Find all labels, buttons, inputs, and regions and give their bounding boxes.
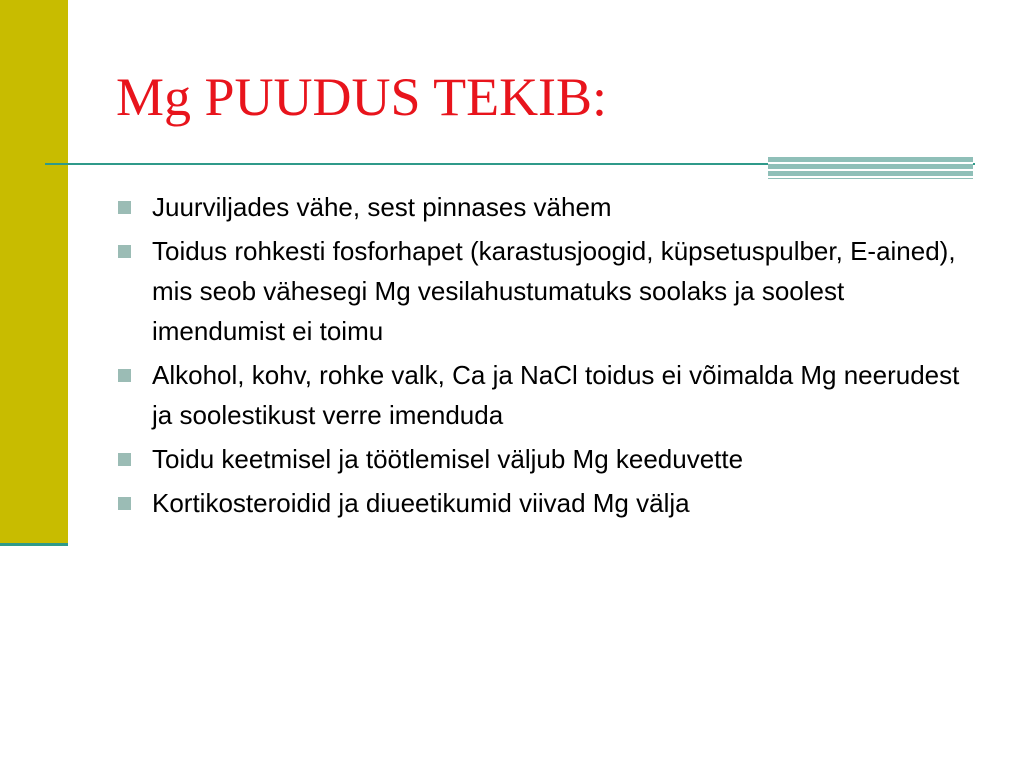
list-item (116, 483, 976, 523)
list-item (116, 187, 976, 227)
square-bullet-icon (118, 497, 131, 510)
square-bullet-icon (118, 369, 131, 382)
left-accent-line (0, 543, 68, 546)
bullet-text: Toidus rohkesti fosforhapet (karastusjoogid, küpsetuspulber, E-ained), mis seob vähesegi Mg vesilahustumatuks soolaks ja soolest imendumist ei toimu (152, 236, 956, 346)
slide-title: Mg PUUDUS TEKIB: (116, 67, 608, 127)
square-bullet-icon (118, 245, 131, 258)
bullet-text: Kortikosteroidid ja diueetikumid viivad Mg välja (152, 488, 690, 518)
list-item (116, 231, 976, 351)
left-accent-bar (0, 0, 68, 545)
bullet-text: Juurviljades vähe, sest pinnases vähem (152, 192, 612, 222)
list-item (116, 355, 976, 435)
bullet-text: Toidu keetmisel ja töötlemisel väljub Mg keeduvette (152, 444, 744, 474)
title-divider-block (768, 157, 973, 179)
square-bullet-icon (118, 201, 131, 214)
bullet-list (116, 187, 976, 523)
bullet-text: Alkohol, kohv, rohke valk, Ca ja NaCl toidus ei võimalda Mg neerudest ja soolestikust verre imenduda (152, 360, 960, 430)
list-item (116, 439, 976, 479)
square-bullet-icon (118, 453, 131, 466)
